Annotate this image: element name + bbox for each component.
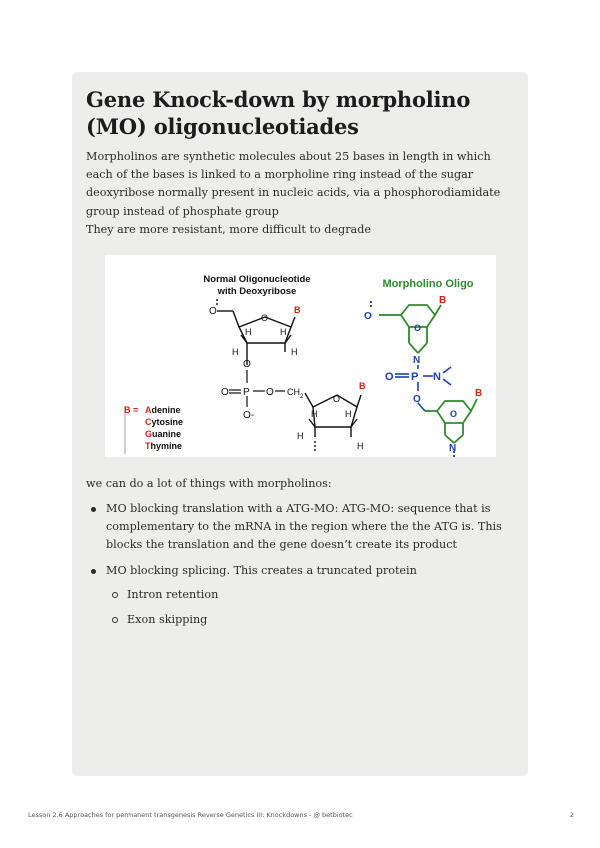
list-item-splicing-text: MO blocking splicing. This creates a truncated protein [106,563,417,577]
resistance-paragraph: They are more resistant, more difficult to degrade [86,222,372,236]
morpholino-uses-list [86,500,516,636]
content-card [72,72,528,776]
svg-text:H: H [357,441,364,451]
footer-text: Lesson 2.6 Approaches for permanent transgenesis Reverse Genetics III: Knockdowns - @ betbiotec [28,811,353,819]
svg-text:B: B [475,388,483,399]
svg-text:H: H [297,431,304,441]
sublist-item-exon-skipping: Exon skipping [106,611,516,629]
svg-text:Cytosine: Cytosine [145,417,184,427]
sublist-item-intron-retention: Intron retention [106,586,516,604]
svg-text:P: P [243,387,250,398]
phosphate-group [229,370,285,407]
svg-text:N: N [433,371,441,383]
svg-text:O-: O- [243,410,255,421]
svg-text:CH: CH [287,387,300,397]
intro-paragraph: Morpholinos are synthetic molecules about 25 bases in length in which each of the bases is linked to a morpholine ring instead of the sugar deoxyribose normally present in nucleic acids, via a phosphorodiamidate group instead of phosphate group [86,150,501,218]
svg-text:H: H [311,409,318,419]
base-legend [124,405,183,454]
svg-text:O: O [209,306,217,317]
svg-text:H: H [232,347,239,357]
svg-text:B: B [359,381,366,391]
page-footer [28,811,574,819]
svg-text:O: O [243,359,251,370]
svg-text:N: N [413,355,421,366]
list-item-splicing-blocking [86,562,516,630]
svg-text:O: O [261,313,269,323]
svg-text:O: O [221,387,229,398]
morpholine-ring-top [371,301,441,353]
svg-text:B =: B = [124,405,139,415]
chemical-structure-figure [105,255,496,457]
svg-text:O: O [450,409,458,419]
svg-text:O: O [414,323,422,333]
svg-text:O: O [364,311,372,322]
svg-text:B: B [294,305,301,315]
list-intro: we can do a lot of things with morpholinos: [86,477,332,490]
svg-text:Thymine: Thymine [145,441,183,451]
svg-text:O: O [266,387,274,398]
svg-text:H: H [280,327,287,337]
page-title: Gene Knock-down by morpholino (MO) oligonucleotiades [86,87,471,139]
page-number: 2 [569,811,574,819]
svg-text:O: O [385,371,394,383]
structure-diagram [105,255,496,457]
svg-text:H: H [291,347,298,357]
svg-text:2: 2 [300,394,304,400]
list-item-translation-blocking: MO blocking translation with a ATG-MO: ATG-MO: sequence that is complementary to the mRNA in the region where the the ATG is. This blocks the translation and the gene doesn’t create its product [86,500,516,555]
svg-text:B: B [439,295,447,306]
svg-text:Adenine: Adenine [145,405,181,415]
normal-oligo-title-2: with Deoxyribose [217,286,297,297]
svg-text:P: P [411,371,419,383]
svg-text:O: O [413,394,421,405]
morpholino-title: Morpholino Oligo [382,278,474,290]
normal-oligo-title-1: Normal Oligonucleotide [203,274,311,285]
splicing-sublist [106,586,516,629]
svg-text:Guanine: Guanine [145,429,182,439]
svg-text:O: O [333,394,341,404]
svg-text:N: N [449,443,457,454]
svg-text:H: H [345,409,352,419]
svg-text:H: H [245,327,252,337]
